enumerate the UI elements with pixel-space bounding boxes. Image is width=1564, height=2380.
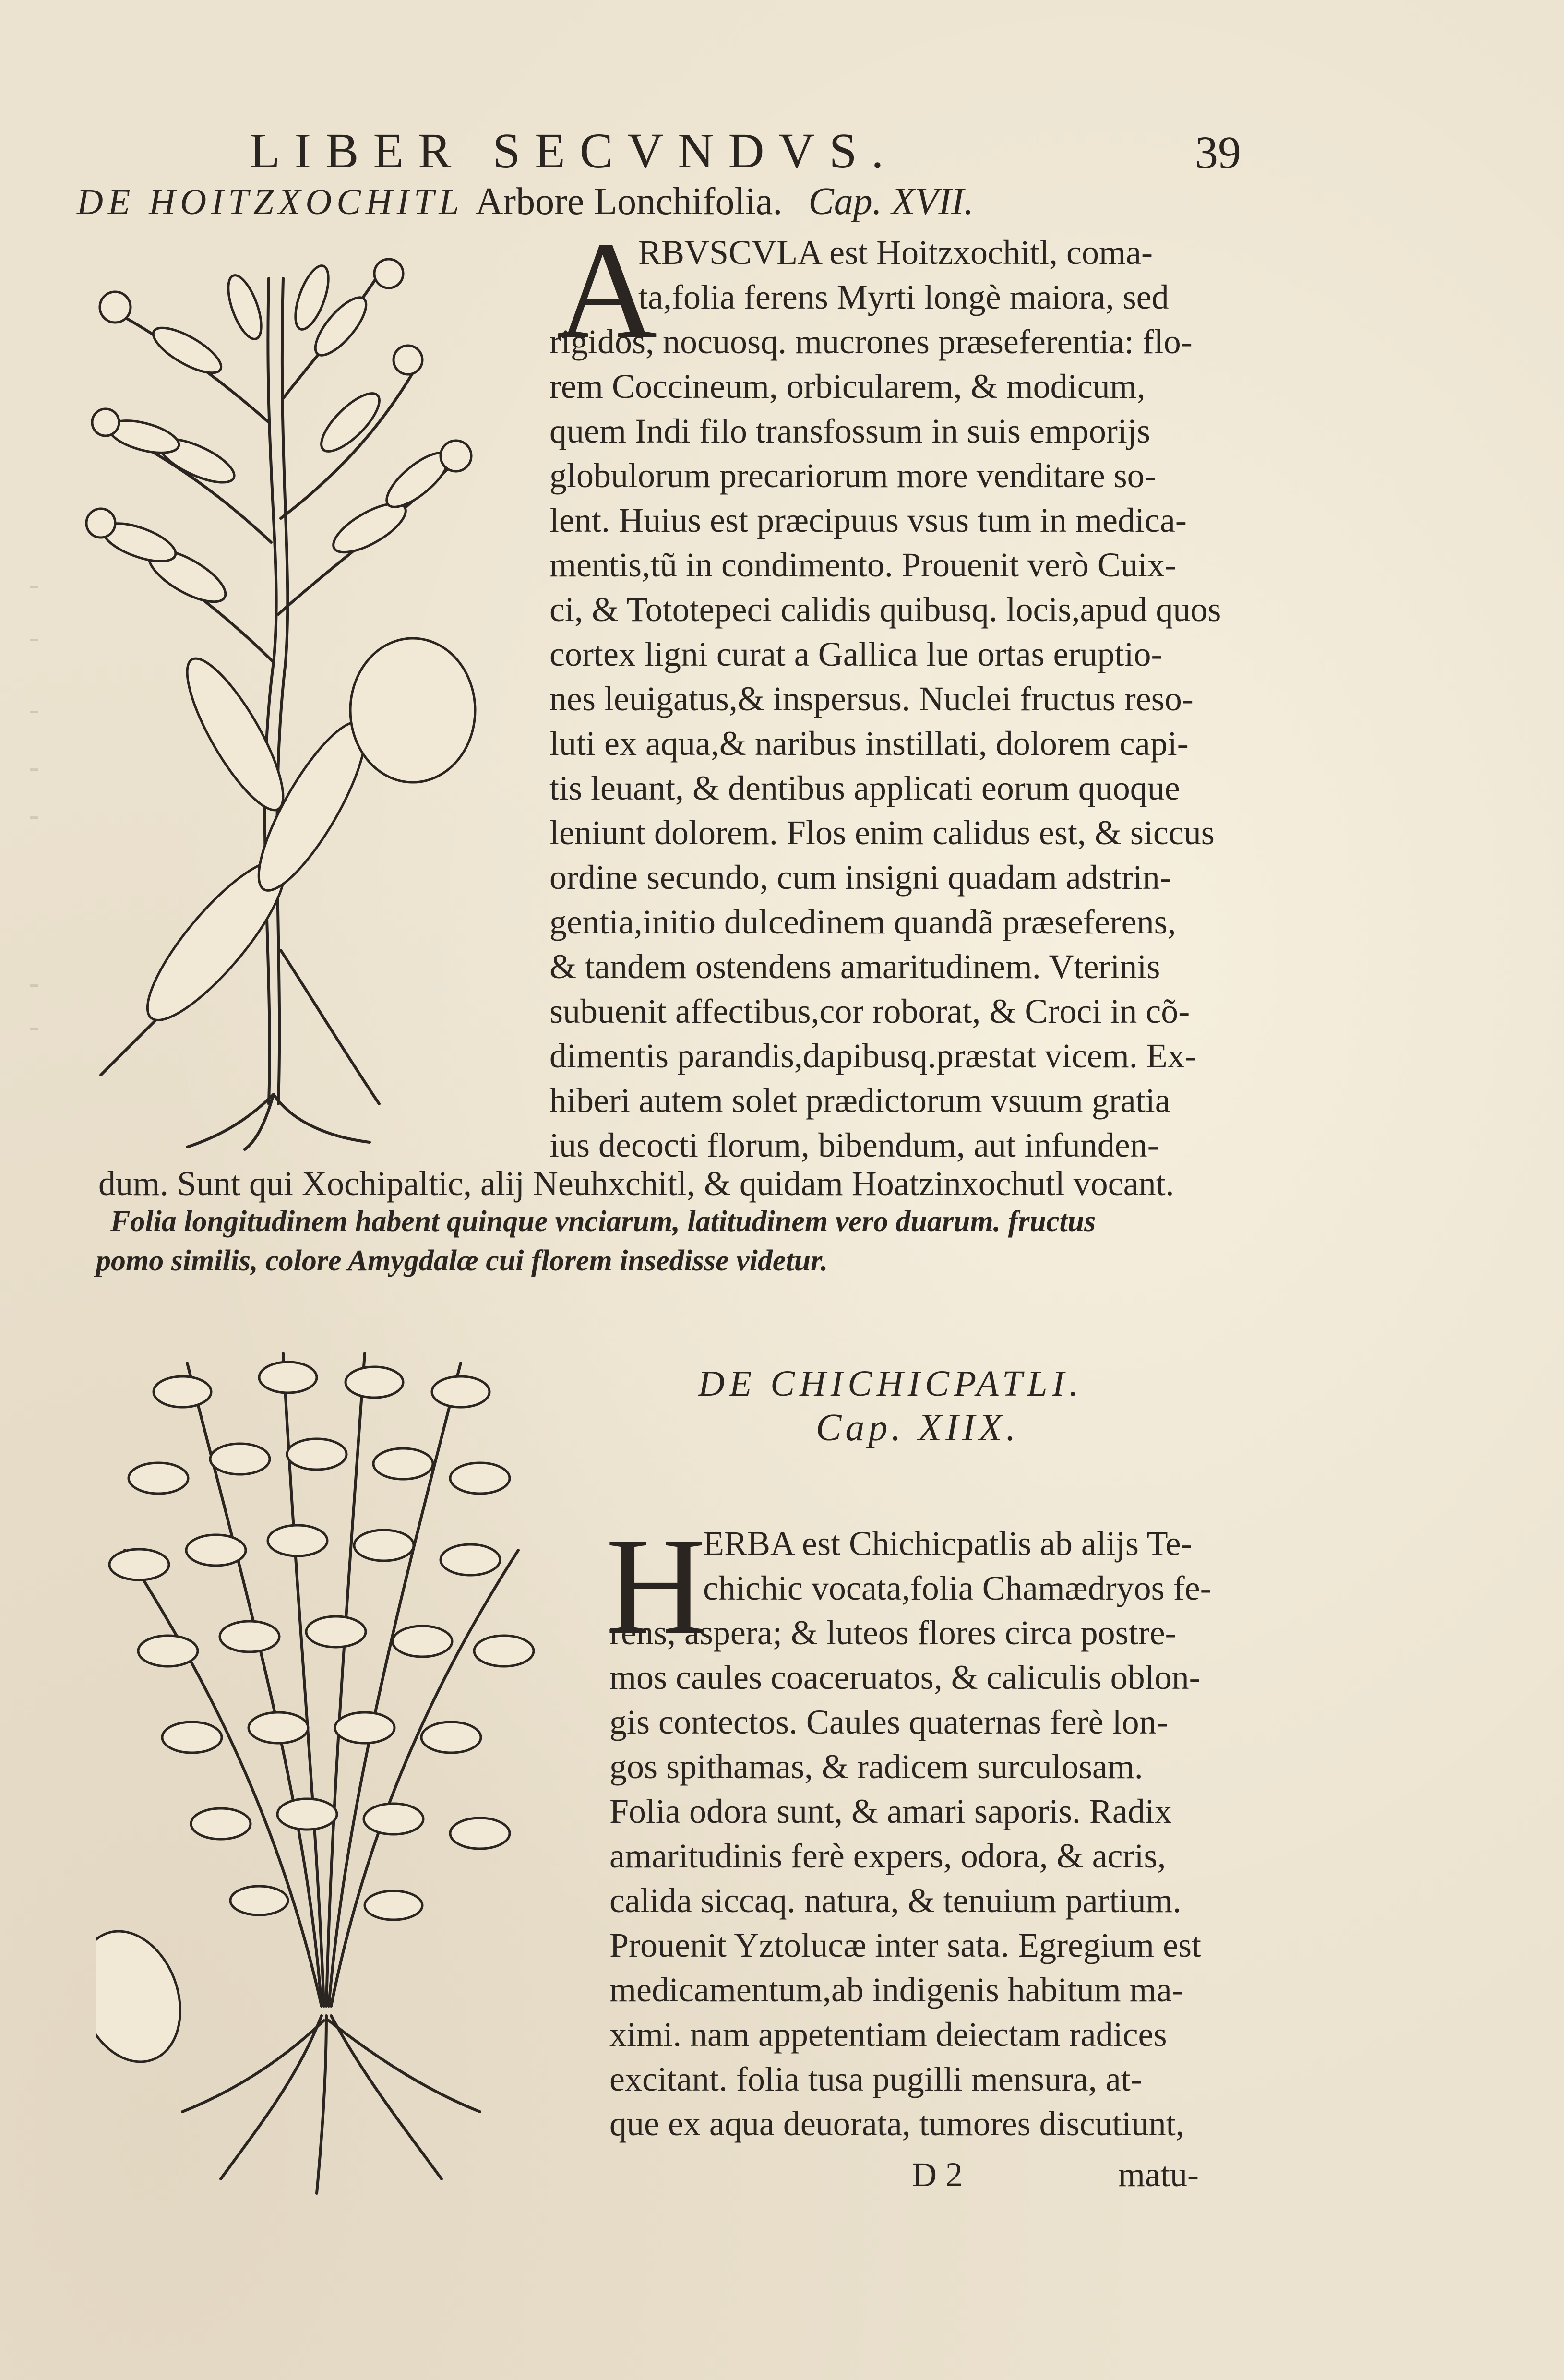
chapter1-line: ordine secundo, cum insigni quadam adstrin-	[549, 858, 1171, 897]
chapter1-line: nes leuigatus,& inspersus. Nuclei fructus reso-	[549, 680, 1194, 718]
chapter2-line: ximi. nam appetentiam deiectam radices	[609, 2015, 1167, 2054]
signature-mark: D 2	[912, 2155, 963, 2194]
chapter2-line: gis contectos. Caules quaternas ferè lon-	[609, 1703, 1168, 1741]
chapter1-line: dimentis parandis,dapibusq.præstat vicem. Ex-	[549, 1037, 1196, 1075]
chapter1-full-line: dum. Sunt qui Xochipaltic, alij Neuhxchitl, & quidam Hoatzinxochutl vocant.	[98, 1164, 1174, 1203]
chapter1-line: ta,folia ferens Myrti longè maiora, sed	[638, 278, 1169, 316]
chapter2-line: medicamentum,ab indigenis habitum ma-	[609, 1971, 1183, 2009]
chapter1-line: ius decocti florum, bibendum, aut infunden-	[549, 1126, 1159, 1164]
chapter1-dropcap: A	[557, 213, 657, 367]
chapter1-line: leniunt dolorem. Flos enim calidus est, & siccus	[549, 813, 1215, 852]
chapter2-line: Prouenit Yztolucæ inter sata. Egregium est	[609, 1926, 1202, 1964]
chapter1-subtitle: Arbore Lonchifolia.	[475, 180, 783, 223]
chapter1-line: gentia,initio dulcedinem quandã præseferens,	[549, 903, 1176, 941]
chapter1-title: DE HOITZXOCHITL	[77, 182, 464, 222]
chapter2-dropcap: H	[606, 1509, 706, 1663]
chapter2-line: rens, aspera; & luteos flores circa postre-	[609, 1614, 1177, 1652]
chapter1-line: rigidos, nocuosq. mucrones præseferentia: flo-	[549, 323, 1193, 361]
chapter2-line: calida siccaq. natura, & tenuium partium.	[609, 1881, 1182, 1920]
chapter1-line: lent. Huius est præcipuus vsus tum in medica-	[549, 501, 1187, 539]
chapter2-line: gos spithamas, & radicem surculosam.	[609, 1747, 1143, 1786]
chapter1-line: & tandem ostendens amaritudinem. Vterinis	[549, 947, 1160, 986]
chapter1-line: subuenit affectibus,cor roborat, & Croci in cõ-	[549, 992, 1190, 1030]
chapter2-line: excitant. folia tusa pugilli mensura, at-	[609, 2060, 1142, 2098]
chapter2-line: chichic vocata,folia Chamædryos fe-	[703, 1569, 1212, 1607]
chapter1-line: RBVSCVLA est Hoitzxochitl, coma-	[638, 233, 1153, 272]
chapter2-line: mos caules coaceruatos, & caliculis oblon-	[609, 1658, 1201, 1697]
chapter1-line: hiberi autem solet prædictorum vsuum gratia	[549, 1081, 1170, 1120]
chapter2-line: ERBA est Chichicpatlis ab alijs Te-	[703, 1524, 1193, 1563]
page-number: 39	[1195, 127, 1241, 178]
chapter1-line: quem Indi filo transfossum in suis emporijs	[549, 412, 1150, 450]
chapter2-cap: Cap. XIIX.	[816, 1407, 1020, 1449]
chapter1-line: tis leuant, & dentibus applicati eorum quoque	[549, 769, 1180, 807]
chapter1-line: globulorum precariorum more venditare so-	[549, 456, 1156, 495]
chapter2-line: amaritudinis ferè expers, odora, & acris,	[609, 1837, 1166, 1875]
note-line: pomo similis, colore Amygdalæ cui florem insedisse videtur.	[96, 1244, 828, 1277]
note-line: Folia longitudinem habent quinque vnciarum, latitudinem vero duarum. fructus	[110, 1205, 1096, 1238]
chichicpatli-woodcut	[96, 1334, 547, 2198]
chapter1-cap: Cap. XVII.	[808, 180, 974, 223]
chapter1-line: rem Coccineum, orbicularem, & modicum,	[549, 367, 1146, 406]
chapter2-line: que ex aqua deuorata, tumores discutiunt,	[609, 2105, 1184, 2143]
chapter1-line: luti ex aqua,& naribus instillati, dolorem capi-	[549, 724, 1189, 763]
chapter1-line: cortex ligni curat a Gallica lue ortas eruptio-	[549, 635, 1163, 673]
catchword: matu-	[1118, 2155, 1199, 2194]
chapter1-line: mentis,tũ in condimento. Prouenit verò Cuix-	[549, 546, 1176, 584]
chapter1-line: ci, & Tototepeci calidis quibusq. locis,apud quos	[549, 590, 1221, 629]
chapter2-title: DE CHICHICPATLI.	[698, 1363, 1083, 1404]
running-title: LIBER SECVNDVS.	[250, 123, 898, 179]
chapter2-line: Folia odora sunt, & amari saporis. Radix	[609, 1792, 1172, 1830]
chapter1-heading	[77, 180, 974, 224]
hoitzxochitl-woodcut	[43, 230, 528, 1152]
